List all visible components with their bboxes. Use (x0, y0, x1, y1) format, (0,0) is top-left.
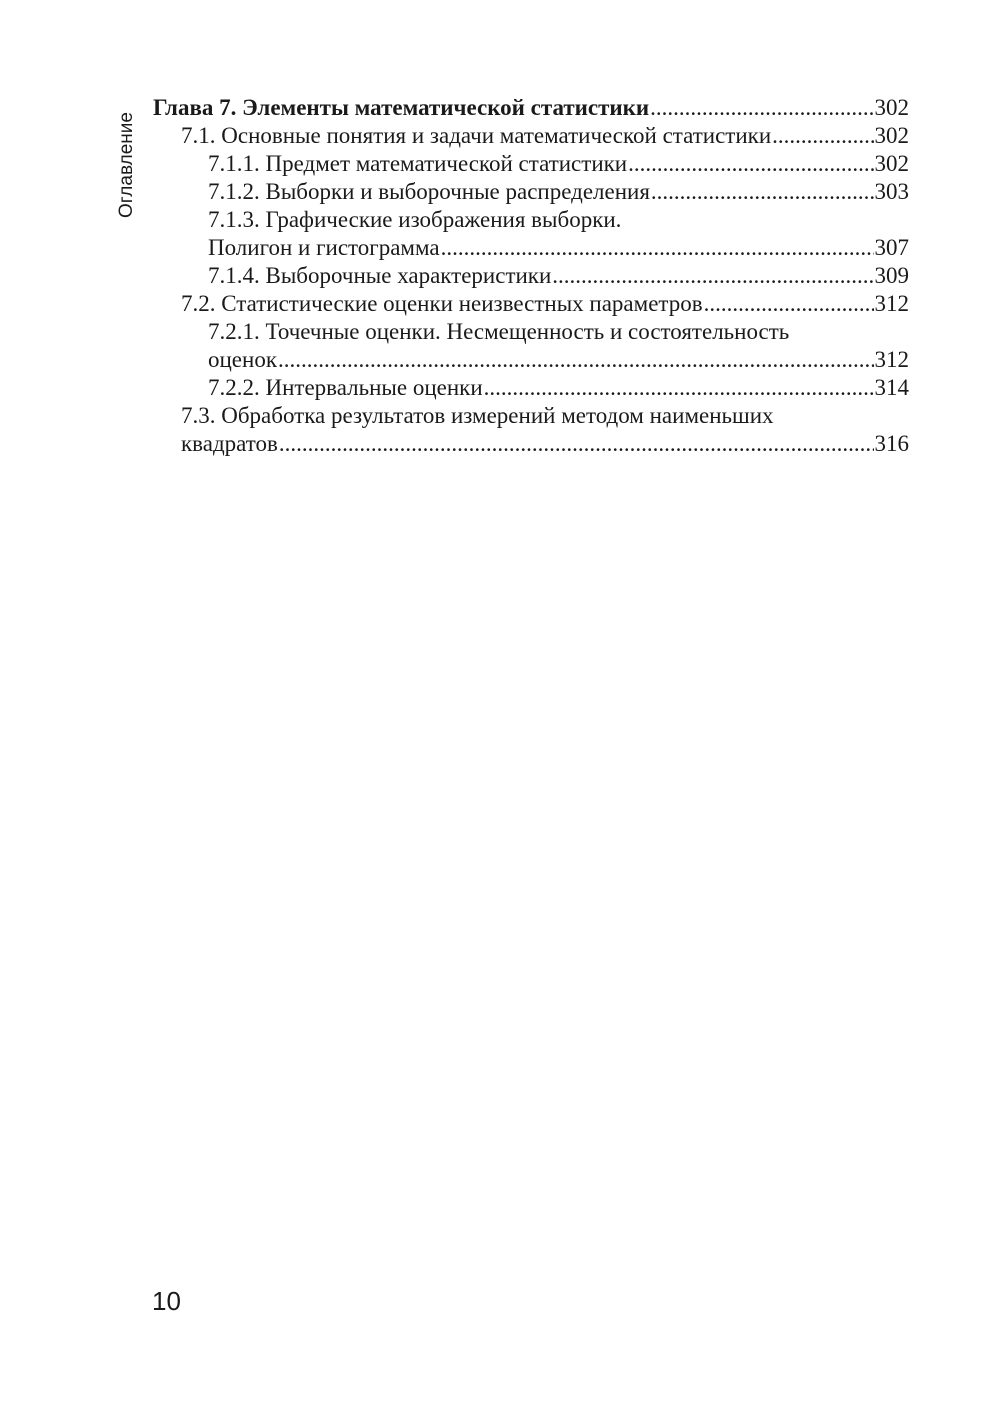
toc-entry-title: 7.1.4. Выборочные характеристики (208, 263, 552, 288)
toc-entry-title-continued: Полигон и гистограмма (208, 235, 440, 260)
toc-entry-title-continued: оценок (208, 347, 277, 372)
toc-entry-page: 314 (874, 375, 909, 400)
toc-leader-dots (650, 94, 873, 122)
toc-entry-7-1[interactable] (153, 122, 909, 150)
toc-entry-title: 7.2. Статистические оценки неизвестных параметров (181, 291, 703, 316)
toc-leader-dots (651, 178, 874, 206)
table-of-contents (153, 94, 909, 458)
toc-entry-title-continued: квадратов (181, 431, 278, 456)
toc-entry-page: 302 (874, 95, 909, 120)
toc-leader-dots (552, 262, 873, 290)
toc-entry-title: 7.1.2. Выборки и выборочные распределения (208, 179, 650, 204)
toc-leader-dots (772, 122, 873, 150)
running-header (113, 100, 139, 220)
toc-entry-7-2[interactable] (153, 290, 909, 318)
toc-entry-page: 312 (874, 291, 909, 316)
toc-entry-7-3-line2[interactable] (153, 430, 909, 458)
toc-entry-title: 7.1.3. Графические изображения выборки. (208, 207, 622, 232)
toc-entry-title: 7.2.2. Интервальные оценки (208, 375, 483, 400)
toc-entry-page: 307 (874, 235, 909, 260)
toc-entry-page: 316 (874, 431, 909, 456)
toc-entry-title: 7.1. Основные понятия и задачи математической статистики (181, 123, 772, 148)
toc-leader-dots (704, 290, 874, 318)
toc-leader-dots (628, 150, 873, 178)
toc-entry-7-1-1[interactable] (153, 150, 909, 178)
page-number: 10 (152, 1286, 181, 1316)
toc-entry-7-1-3-line2[interactable] (153, 234, 909, 262)
running-header-text: Оглавление (116, 112, 137, 218)
toc-entry-page: 303 (874, 179, 909, 204)
toc-entry-7-2-1-line1[interactable] (153, 318, 909, 346)
toc-entry-page: 302 (874, 123, 909, 148)
toc-leader-dots (279, 430, 874, 458)
toc-leader-dots (484, 374, 874, 402)
toc-entry-chapter-7[interactable] (153, 94, 909, 122)
toc-entry-title: 7.3. Обработка результатов измерений методом наименьших (181, 403, 774, 428)
toc-entry-page: 309 (874, 263, 909, 288)
toc-entry-page: 302 (874, 151, 909, 176)
toc-leader-dots (441, 234, 874, 262)
toc-entry-7-1-3-line1[interactable] (153, 206, 909, 234)
toc-entry-title: Глава 7. Элементы математической статистики (153, 95, 650, 120)
toc-entry-7-3-line1[interactable] (153, 402, 909, 430)
toc-entry-7-2-1-line2[interactable] (153, 346, 909, 374)
toc-entry-7-2-2[interactable] (153, 374, 909, 402)
toc-leader-dots (278, 346, 874, 374)
toc-entry-page: 312 (874, 347, 909, 372)
toc-entry-7-1-2[interactable] (153, 178, 909, 206)
toc-entry-title: 7.2.1. Точечные оценки. Несмещенность и состоятельность (208, 319, 790, 344)
toc-entry-title: 7.1.1. Предмет математической статистики (208, 151, 628, 176)
toc-entry-7-1-4[interactable] (153, 262, 909, 290)
